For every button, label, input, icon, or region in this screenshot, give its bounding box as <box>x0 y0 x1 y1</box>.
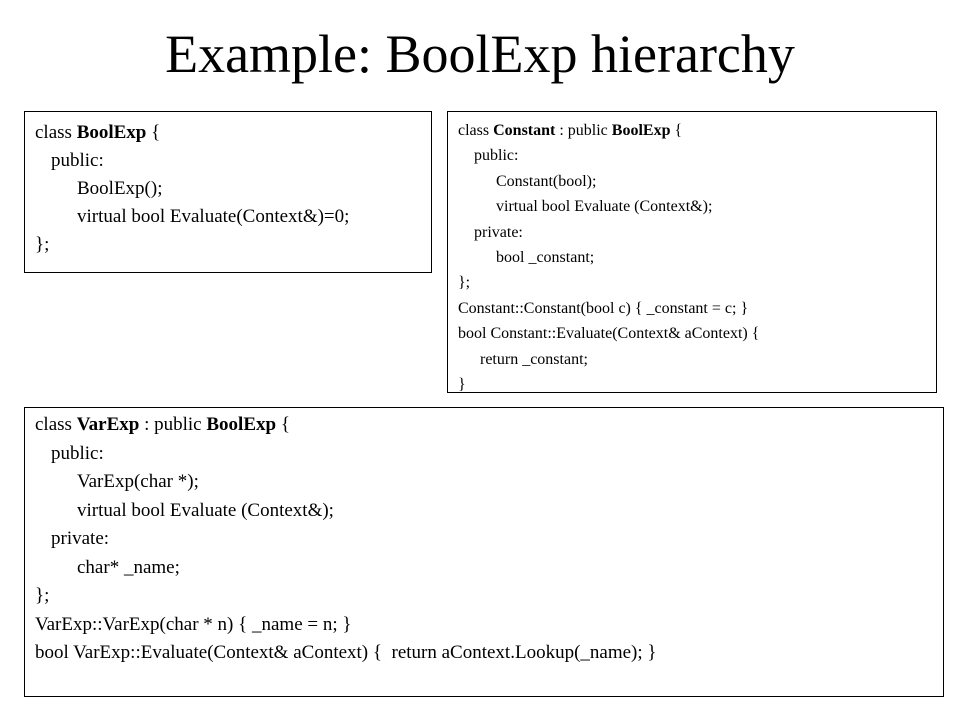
class-name-keyword: Constant <box>493 122 556 139</box>
constant-class-code-box <box>447 111 937 393</box>
code-text: class <box>35 122 77 143</box>
class-name-keyword: BoolExp <box>76 122 147 143</box>
code-line: virtual bool Evaluate (Context&); <box>77 499 334 521</box>
code-line: public: <box>51 150 104 171</box>
code-line: Constant::Constant(bool c) { _constant = c; } <box>458 299 749 317</box>
code-line: bool _constant; <box>496 249 595 267</box>
code-line: public: <box>474 147 519 165</box>
code-line: }; <box>458 274 471 292</box>
code-line <box>35 411 943 440</box>
boolexp-class-code-box <box>24 111 432 273</box>
code-line: virtual bool Evaluate (Context&); <box>496 198 713 216</box>
varexp-class-code-box <box>24 407 944 697</box>
code-line: return _constant; <box>480 350 588 368</box>
code-text: { <box>276 414 290 435</box>
code-line <box>458 118 936 143</box>
base-class-keyword: BoolExp <box>611 122 671 139</box>
code-text: { <box>670 122 683 139</box>
code-line: char* _name; <box>77 556 180 578</box>
code-line: private: <box>51 528 110 549</box>
code-line: BoolExp(); <box>77 178 163 199</box>
code-line: VarExp(char *); <box>77 471 199 492</box>
code-line: }; <box>35 234 50 255</box>
class-name-keyword: VarExp <box>76 414 140 435</box>
base-class-keyword: BoolExp <box>206 414 277 435</box>
code-text: : public <box>555 122 612 139</box>
code-line <box>35 119 431 147</box>
code-line: virtual bool Evaluate(Context&)=0; <box>77 206 350 227</box>
slide-title: Example: BoolExp hierarchy <box>165 24 795 84</box>
code-text: { <box>146 122 161 143</box>
code-line: bool VarExp::Evaluate(Context& aContext) { return aContext.Lookup(_name); } <box>35 642 657 663</box>
code-text: : public <box>139 414 207 435</box>
code-line: public: <box>51 442 104 464</box>
code-line: } <box>458 376 466 394</box>
code-line: Constant(bool); <box>496 172 597 190</box>
code-line: bool Constant::Evaluate(Context& aContext) { <box>458 325 760 343</box>
code-line: VarExp::VarExp(char * n) { _name = n; } <box>35 613 352 635</box>
code-text: class <box>458 122 494 139</box>
code-line: }; <box>35 585 50 606</box>
code-text: class <box>35 414 77 435</box>
code-line: private: <box>474 223 523 241</box>
